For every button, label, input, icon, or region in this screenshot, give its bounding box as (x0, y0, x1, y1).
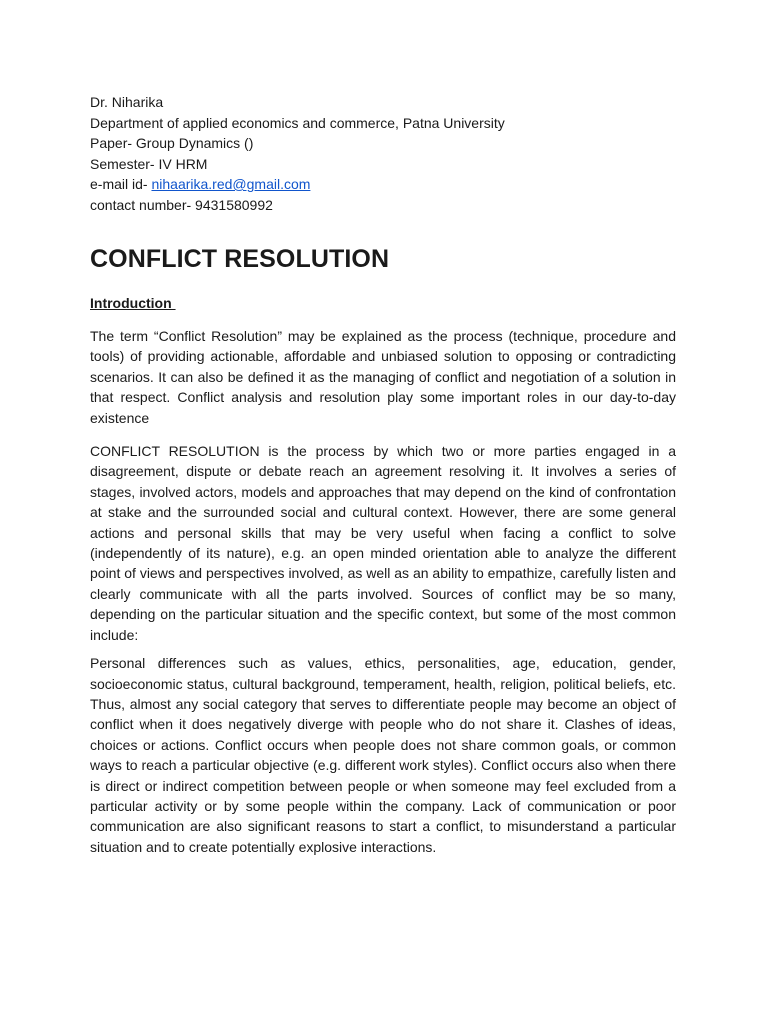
paper-line: Paper- Group Dynamics () (90, 135, 254, 151)
document-title: CONFLICT RESOLUTION (90, 245, 390, 273)
paragraph-1: The term “Conflict Resolution” may be explained as the process (technique, procedure and tools) of providing actionable, affordable and unbiased solution to opposing or contradicting scenarios. It can also be defined it as the managing of conflict and negotiation of a solution in that respect. Conflict analysis and resolution play some important roles in our day-to-day existence (90, 328, 676, 426)
paragraph-2: CONFLICT RESOLUTION is the process by which two or more parties engaged in a disagreement, dispute or debate reach an agreement resolving it. It involves a series of stages, involved actors, models and approaches that may depend on the kind of confrontation at stake and the surrounded social and cultural context. However, there are some general actions and personal skills that may be very useful when facing a conflict to solve (independently of its nature), e.g. an open minded orientation able to analyze the different point of views and perspectives involved, as well as an ability to empathize, carefully listen and clearly communicate with all the parts involved. Sources of conflict may be so many, depending on the particular situation and the specific context, but some of the most common include: (90, 443, 676, 643)
author-header (90, 92, 676, 215)
email-link[interactable]: nihaarika.red@gmail.com (151, 176, 311, 192)
semester-line: Semester- IV HRM (90, 155, 208, 172)
contact-line: contact number- 9431580992 (90, 196, 273, 213)
paragraph-3: Personal differences such as values, ethics, personalities, age, education, gender, socioeconomic status, cultural background, temperament, health, religion, political beliefs, etc. Thus, almost any social category that serves to differentiate people may become an object of conflict when it does negatively diverge with people who do not share it. Clashes of ideas, choices or actions. Conflict occurs when people does not share common goals, or common ways to reach a particular objective (e.g. different work styles). Conflict occurs also when there is direct or indirect competition between people or when someone may feel excluded from a particular activity or by some people within the company. Lack of communication or poor communication are also significant reasons to start a conflict, to misunderstand a particular situation and to create potentially explosive interactions. (90, 655, 676, 855)
author-name: Dr. Niharika (90, 94, 164, 110)
email-line (90, 174, 676, 195)
document-page (90, 92, 676, 857)
email-label: e-mail id- (90, 176, 152, 192)
section-heading-introduction: Introduction (90, 295, 176, 311)
department-line: Department of applied economics and commerce, Patna University (90, 114, 505, 131)
